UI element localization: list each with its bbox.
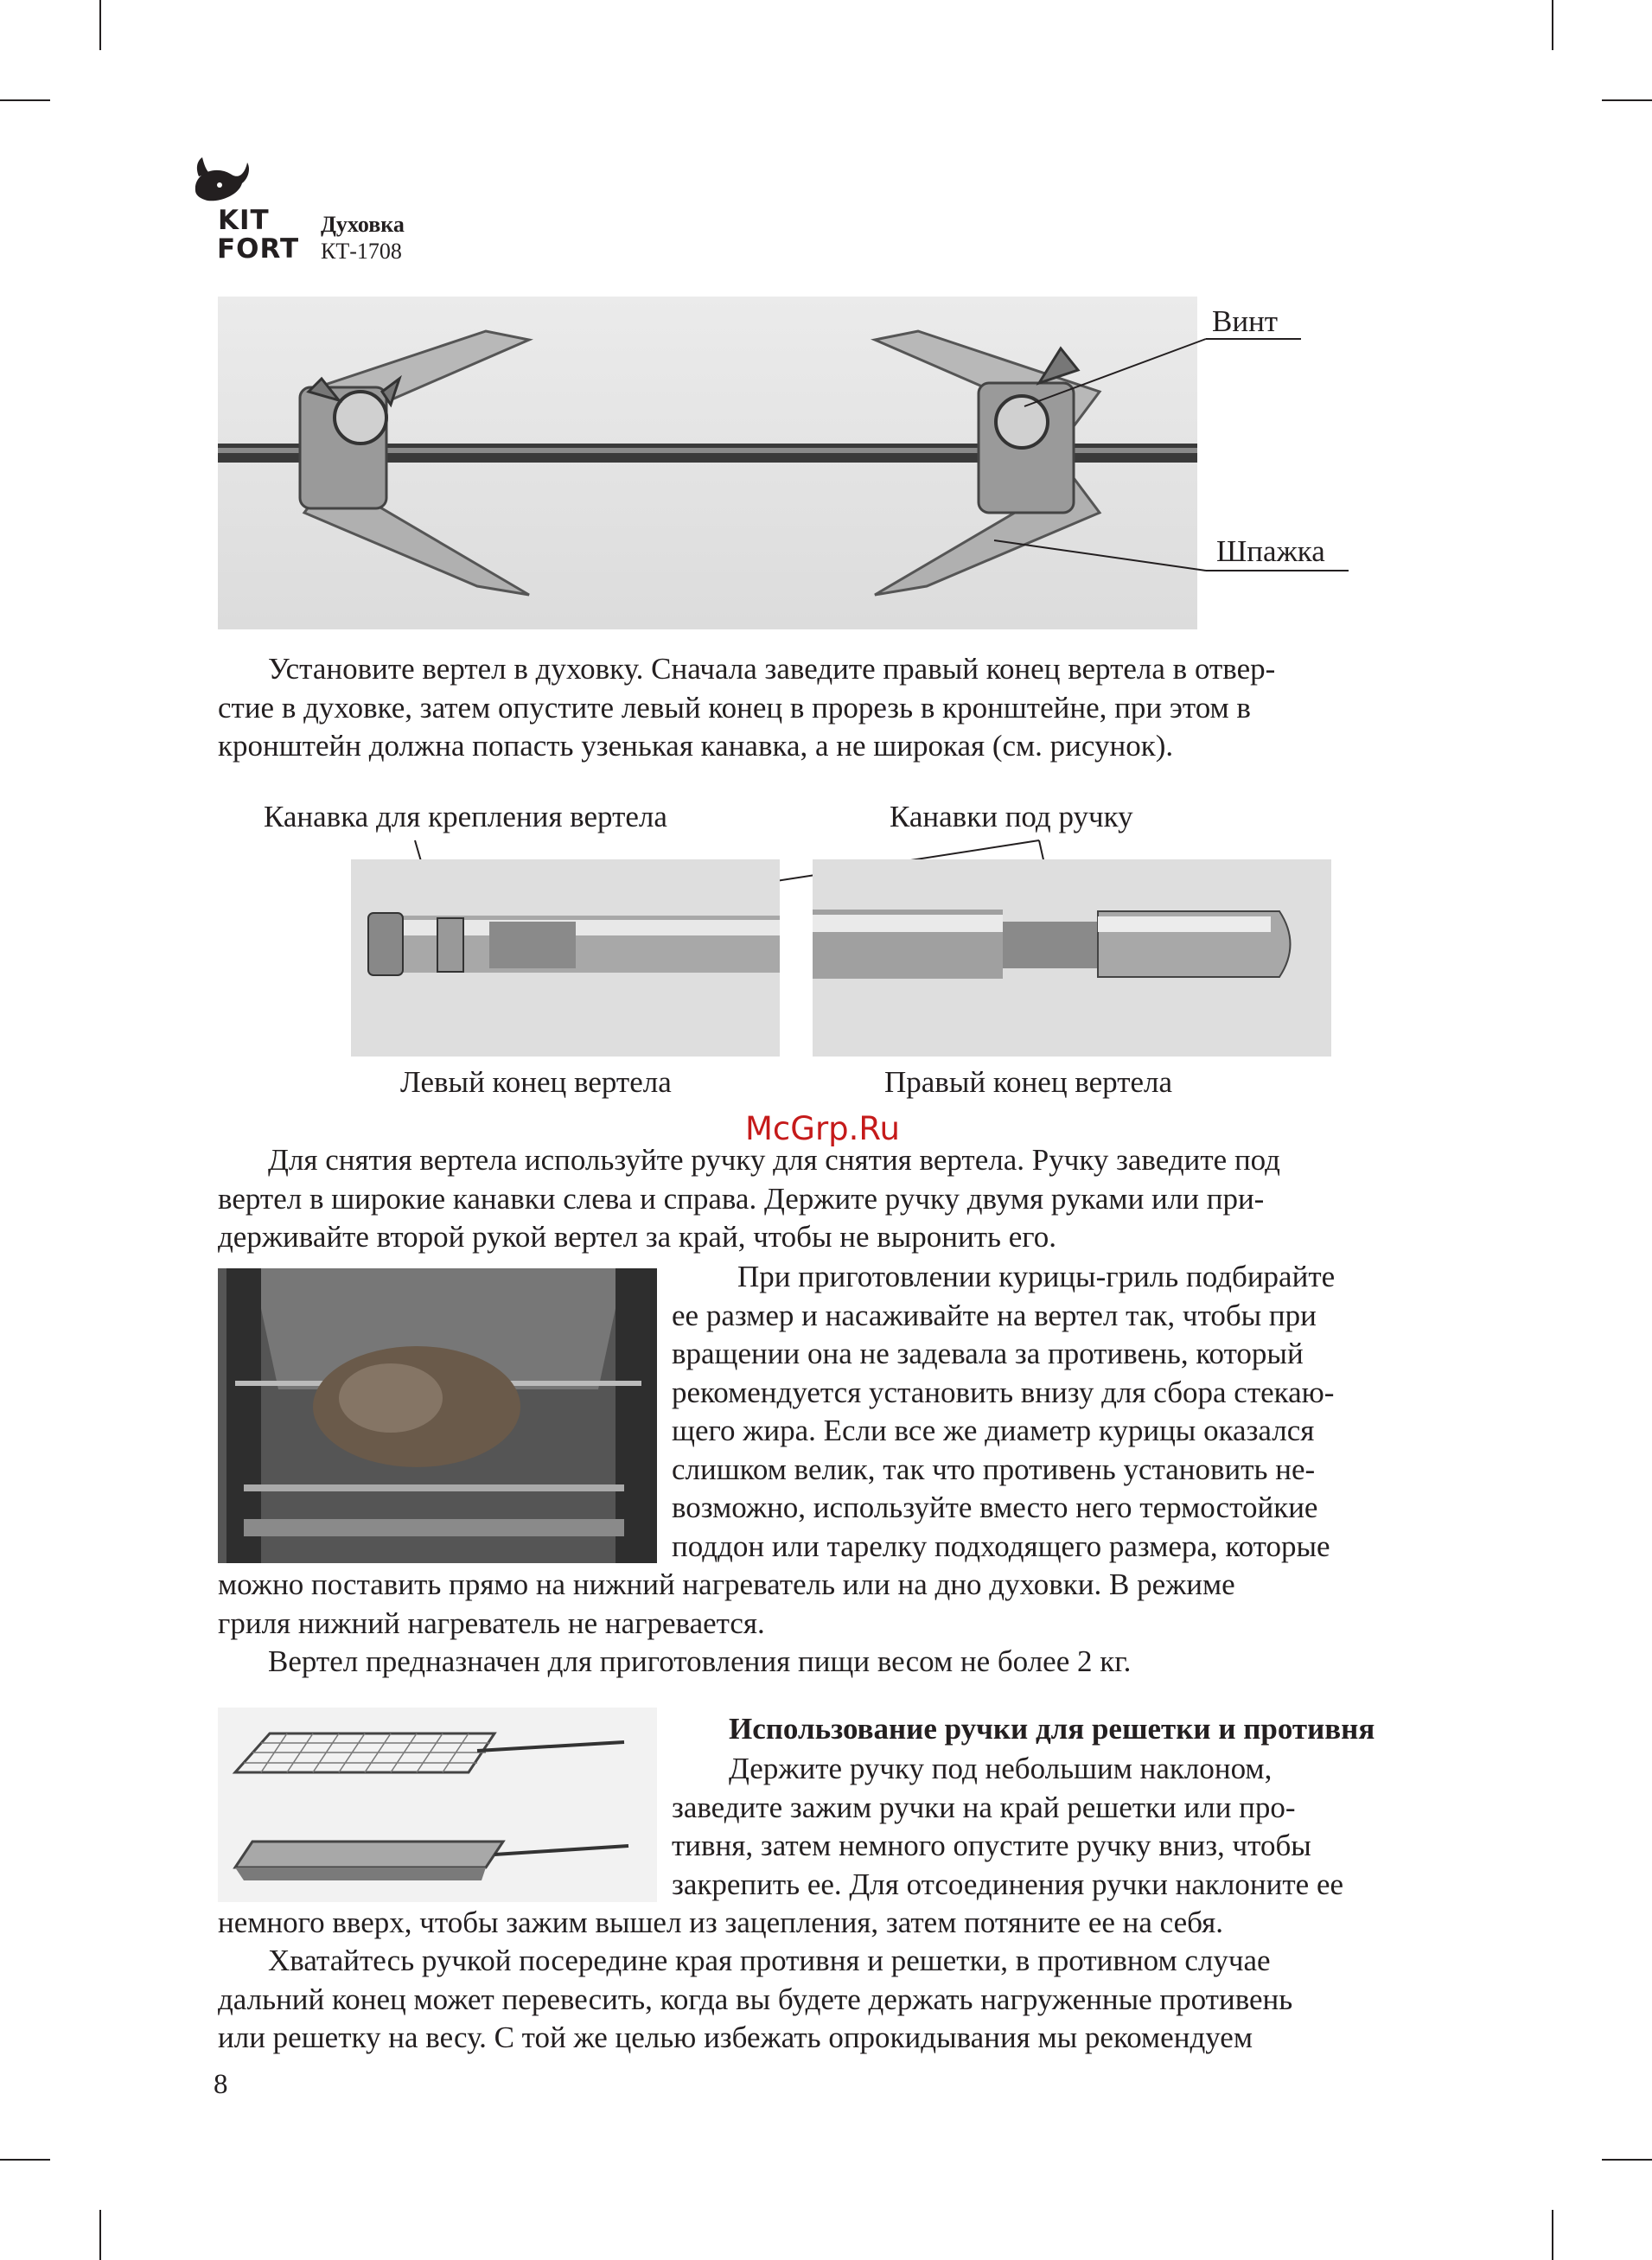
paragraph-weight-limit xyxy=(268,1643,1131,1682)
text-line: вертел в широкие канавки слева и справа. Держите ручку двумя руками или при- xyxy=(218,1181,1265,1216)
text-line: возможно, используйте вместо него термостойкие xyxy=(672,1491,1318,1524)
paragraph-chicken-full xyxy=(218,1566,1424,1643)
text-line: Вертел предназначен для приготовления пищи весом не более 2 кг. xyxy=(268,1644,1132,1678)
text-line: тивня, затем немного опустите ручку вниз, чтобы xyxy=(672,1829,1311,1862)
text-line: немного вверх, чтобы зажим вышел из зацепления, затем потяните ее на себя. xyxy=(218,1906,1223,1939)
text-line: Для снятия вертела используйте ручку для снятия вертела. Ручку заведите под xyxy=(268,1143,1280,1177)
text-line: дальний конец может перевесить, когда вы будете держать нагруженные противень xyxy=(218,1982,1293,2016)
caption-right-end: Правый конец вертела xyxy=(884,1065,1173,1099)
text-line: Хватайтесь ручкой посередине края противня и решетки, в противном случае xyxy=(268,1944,1271,1977)
model-number: КТ-1708 xyxy=(321,239,402,264)
paragraph-handle-full xyxy=(218,1904,1424,1943)
text-line: Установите вертел в духовку. Сначала заведите правый конец вертела в отвер- xyxy=(268,652,1276,686)
spit-right-end-photo xyxy=(813,859,1331,1057)
crop-mark xyxy=(1552,2210,1553,2260)
text-line: кронштейн должна попасть узенькая канавка, а не широкая (см. рисунок). xyxy=(218,729,1174,763)
spit-forks-photo xyxy=(218,297,1197,629)
text-line: можно поставить прямо на нижний нагреватель или на дно духовки. В режиме xyxy=(218,1567,1235,1601)
paragraph-chicken-right xyxy=(672,1258,1424,1566)
crop-mark xyxy=(1602,99,1652,101)
text-line: ее размер и насаживайте на вертел так, чтобы при xyxy=(672,1298,1317,1332)
text-line: слишком велик, так что противень установить не- xyxy=(672,1452,1316,1486)
paragraph-handle-right xyxy=(672,1750,1424,1904)
brand-text-top: KIT xyxy=(218,205,270,236)
label-spike: Шпажка xyxy=(1216,534,1325,568)
whale-icon xyxy=(190,156,252,206)
paragraph-install-spit xyxy=(218,650,1424,766)
text-line: держивайте второй рукой вертел за край, чтобы не выронить его. xyxy=(218,1220,1057,1254)
product-name: Духовка xyxy=(321,212,405,237)
crop-mark xyxy=(1552,0,1553,50)
label-groove-mount: Канавка для крепления вертела xyxy=(264,800,667,833)
text-line: Держите ручку под небольшим наклоном, xyxy=(729,1752,1272,1785)
crop-mark xyxy=(0,2159,50,2161)
text-line: поддон или тарелку подходящего размера, которые xyxy=(672,1529,1330,1563)
label-screw: Винт xyxy=(1212,304,1279,338)
crop-mark xyxy=(99,2210,101,2260)
grilled-chicken-photo xyxy=(218,1268,657,1563)
text-line: закрепить ее. Для отсоединения ручки наклоните ее xyxy=(672,1867,1344,1901)
text-line: вращении она не задевала за противень, который xyxy=(672,1337,1304,1370)
paragraph-grip-center xyxy=(218,1942,1424,2058)
crop-mark xyxy=(1602,2159,1652,2161)
text-line: или решетку на весу. С той же целью избежать опрокидывания мы рекомендуем xyxy=(218,2021,1253,2054)
section-title: Использование ручки для решетки и противня xyxy=(729,1712,1375,1746)
text-line: щего жира. Если все же диаметр курицы оказался xyxy=(672,1414,1315,1447)
text-line: гриля нижний нагреватель не нагревается. xyxy=(218,1606,765,1640)
page-number: 8 xyxy=(214,2069,228,2100)
text-line: рекомендуется установить внизу для сбора стекаю- xyxy=(672,1375,1335,1409)
watermark: McGrp.Ru xyxy=(745,1110,900,1147)
brand-logo xyxy=(188,156,301,264)
caption-left-end: Левый конец вертела xyxy=(400,1065,672,1099)
text-line: стие в духовке, затем опустите левый конец в прорезь в кронштейне, при этом в xyxy=(218,690,1251,725)
crop-mark xyxy=(0,99,50,101)
brand-text-bottom: FORT xyxy=(217,233,300,265)
label-grooves-handle: Канавки под ручку xyxy=(890,800,1133,833)
text-line: При приготовлении курицы-гриль подбирайте xyxy=(737,1260,1336,1293)
spit-left-end-photo xyxy=(351,859,780,1057)
crop-mark xyxy=(99,0,101,50)
paragraph-remove-spit xyxy=(218,1141,1424,1257)
text-line: заведите зажим ручки на край решетки или про- xyxy=(672,1790,1296,1824)
rack-tray-handle-illustration xyxy=(218,1708,657,1902)
